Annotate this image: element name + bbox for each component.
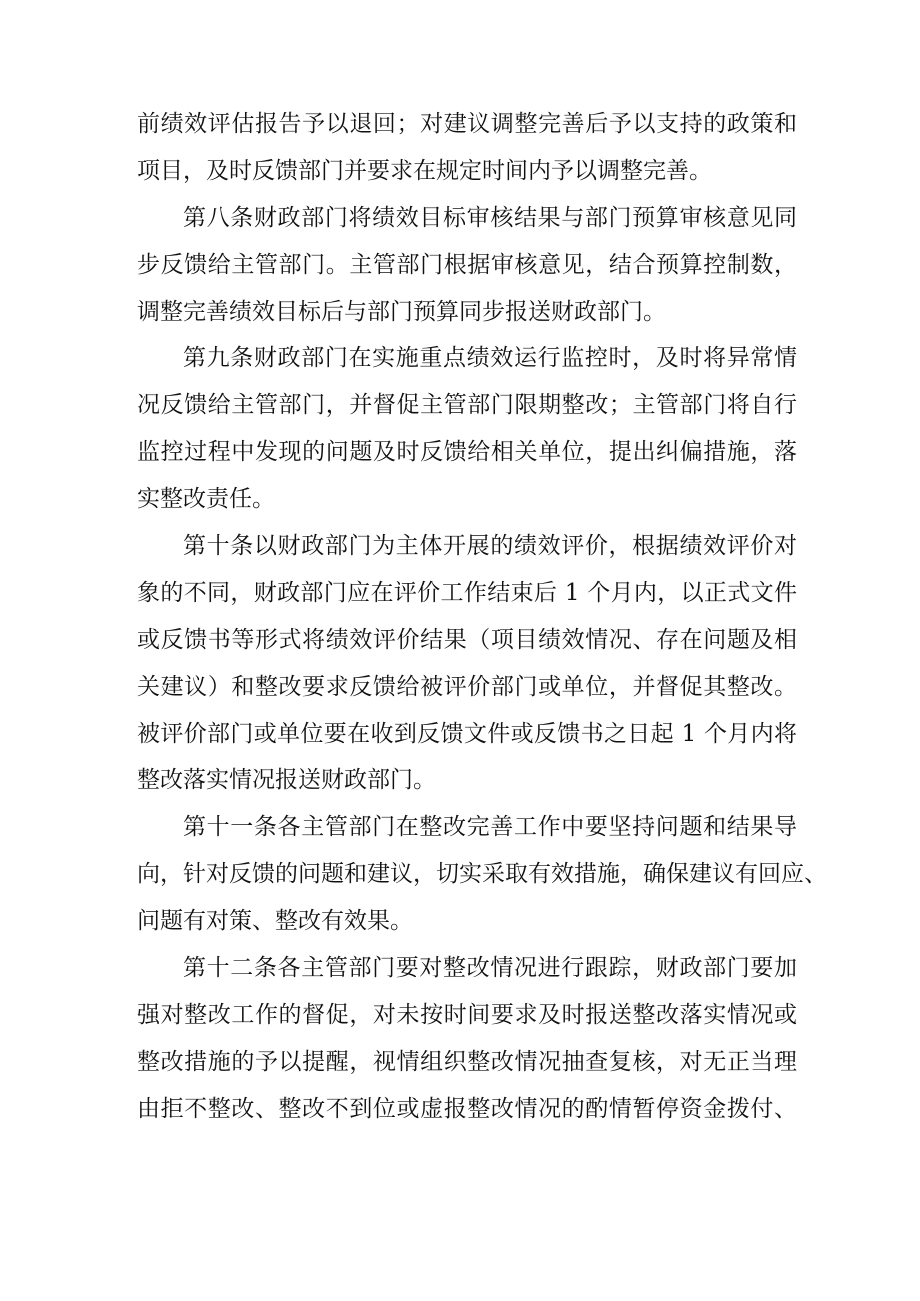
text-line: 前绩效评估报告予以退回；对建议调整完善后予以支持的政策和 [137,111,797,137]
text-line: 第九条财政部门在实施重点绩效运行监控时，及时将异常情 [183,345,797,372]
text-line: 况反馈给主管部门，并督促主管部门限期整改；主管部门将自行 [137,392,797,419]
paragraph-article-9 [137,335,797,523]
text-line: 问题有对策、整改有效果。 [137,908,413,935]
text-line: 监控过程中发现的问题及时反馈给相关单位，提出纠偏措施，落 [137,439,797,466]
paragraph-article-8 [137,195,797,336]
document-body [137,101,827,1133]
paragraph-article-11 [137,804,827,945]
text-line: 强对整改工作的督促，对未按时间要求及时报送整改落实情况或 [137,1001,797,1028]
paragraph-continued [137,101,797,195]
text-line: 关建议）和整改要求反馈给被评价部门或单位，并督促其整改。 [137,673,797,700]
text-line: 调整完善绩效目标后与部门预算同步报送财政部门。 [137,298,666,325]
text-line: 第十条以财政部门为主体开展的绩效评价，根据绩效评价对 [183,533,797,560]
text-line: 第十二条各主管部门要对整改情况进行跟踪，财政部门要加 [183,955,797,982]
text-line: 象的不同，财政部门应在评价工作结束后 1 个月内，以正式文件 [137,579,797,606]
text-line: 由拒不整改、整改不到位或虚报整改情况的酌情暂停资金拨付、 [137,1095,797,1122]
text-line: 向，针对反馈的问题和建议，切实采取有效措施，确保建议有回应、 [137,861,827,888]
text-line: 第十一条各主管部门在整改完善工作中要坚持问题和结果导 [183,814,797,841]
text-line: 或反馈书等形式将绩效评价结果（项目绩效情况、存在问题及相 [137,626,797,653]
text-line: 实整改责任。 [137,486,275,513]
text-line: 整改措施的予以提醒，视情组织整改情况抽查复核，对无正当理 [137,1048,797,1075]
text-line: 步反馈给主管部门。主管部门根据审核意见，结合预算控制数， [137,251,797,278]
text-line: 被评价部门或单位要在收到反馈文件或反馈书之日起 1 个月内将 [137,720,797,747]
text-line: 第八条财政部门将绩效目标审核结果与部门预算审核意见同 [183,204,797,231]
paragraph-article-10 [137,523,797,804]
text-line: 项目，及时反馈部门并要求在规定时间内予以调整完善。 [137,157,712,184]
paragraph-article-12 [137,945,797,1133]
text-line: 整改落实情况报送财政部门。 [137,767,436,794]
